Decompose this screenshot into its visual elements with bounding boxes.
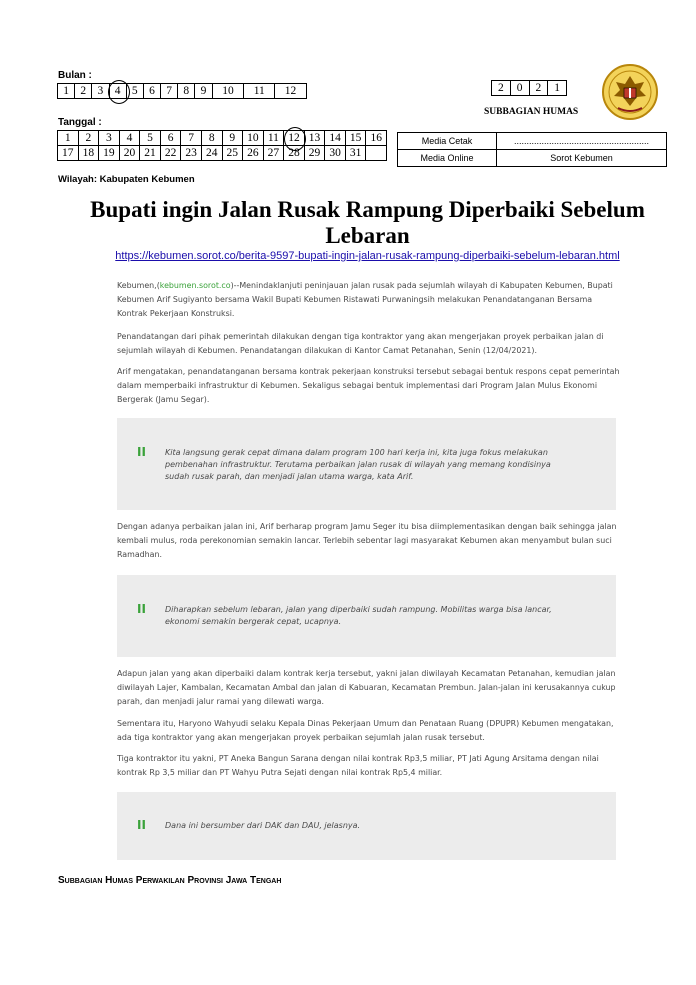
month-cell-8: 8 xyxy=(178,84,195,99)
paragraph-7: Tiga kontraktor itu yakni, PT Aneka Bangun Sarana dengan nilai kontrak Rp3,5 miliar, PT Jati Agung Arsitama dengan nilai kontrak Rp 3,5 miliar dan PT Wahyu Putra Sejati dengan nilai kontrak Rp5,4 miliar. xyxy=(117,754,599,777)
month-cell-11: 11 xyxy=(244,84,275,99)
day-cell-14: 14 xyxy=(325,131,346,146)
year-digit-0: 0 xyxy=(510,81,529,96)
day-cell-29: 29 xyxy=(304,146,325,161)
year-box xyxy=(491,80,567,96)
month-cell-3: 3 xyxy=(92,84,109,99)
paragraph-2: Penandatangan dari pihak pemerintah dilakukan dengan tiga kontraktor yang akan mengerjakan proyek perbaikan jalan di sejumlah wilayah di Kebumen. Penandatangan dilakukan di Kantor Camat Petanahan, Senin (12/04/2021). xyxy=(117,332,604,355)
month-cell-1: 1 xyxy=(58,84,75,99)
paragraph-6-wrap xyxy=(117,717,622,745)
paragraph-5: Adapun jalan yang akan diperbaiki dalam kontrak kerja tersebut, yakni jalan diwilayah Kecamatan Petanahan, kemudian jalan diwilayah Lajer, Kambalan, Kecamatan Ambal dan jalan di Kabuaran, Kecamatan Prembun. Jalan-jalan ini kerusakannya cukup parah, dan menjadi jalur ramai yang dilewati warga. xyxy=(117,669,616,706)
media-table xyxy=(397,132,667,167)
bulan-label: Bulan : xyxy=(58,70,92,81)
day-cell-18: 18 xyxy=(78,146,99,161)
day-cell-25: 25 xyxy=(222,146,243,161)
quote-3-text: Dana ini bersumber dari DAK dan DAU, jelasnya. xyxy=(165,821,361,830)
paragraph-2-wrap xyxy=(117,330,622,358)
article-body xyxy=(117,279,622,321)
paragraph-7-wrap xyxy=(117,752,622,780)
day-cell-19: 19 xyxy=(99,146,120,161)
garuda-emblem-icon xyxy=(600,62,660,122)
day-cell-16: 16 xyxy=(366,131,387,146)
day-cell-9: 9 xyxy=(222,131,243,146)
day-cell-11: 11 xyxy=(263,131,284,146)
article-url-link[interactable]: https://kebumen.sorot.co/berita-9597-bupati-ingin-jalan-rusak-rampung-diperbaiki-sebelum-lebaran.html xyxy=(115,250,620,262)
wilayah-label: Wilayah: Kabupaten Kebumen xyxy=(58,174,195,185)
month-cell-4: 4 xyxy=(109,84,126,99)
article-title: Bupati ingin Jalan Rusak Rampung Diperbaiki Sebelum Lebaran xyxy=(90,197,645,248)
paragraph-4-wrap xyxy=(117,520,622,562)
day-cell-blank xyxy=(366,146,387,161)
day-cell-2: 2 xyxy=(78,131,99,146)
day-cell-28: 28 xyxy=(284,146,305,161)
quote-1-text: Kita langsung gerak cepat dimana dalam program 100 hari kerja ini, kita juga fokus melakukan pembenahan infrastruktur. Terutama perbaikan jalan rusak di wilayah yang memang kondisinya sudah rusak parah, dan menjadi jalan utama warga, kata Arif. xyxy=(165,448,551,481)
media-online-value: Sorot Kebumen xyxy=(497,150,667,167)
footer-org: Subbagian Humas Perwakilan Provinsi Jawa Tengah xyxy=(58,875,282,886)
paragraph-3: Arif mengatakan, penandatanganan bersama kontrak pekerjaan konstruksi tersebut sebagai bentuk respons cepat pemerintah dalam memperbaiki infrastruktur di Kebumen. Sekaligus sebagai bentuk implementasi dari Program Jalan Mulus Ekonomi Bergerak (Jamu Segar). xyxy=(117,367,620,404)
org-name: SUBBAGIAN HUMAS xyxy=(484,107,579,117)
day-cell-6: 6 xyxy=(160,131,181,146)
day-cell-3: 3 xyxy=(99,131,120,146)
quote-block-1 xyxy=(117,418,616,510)
day-cell-26: 26 xyxy=(243,146,264,161)
year-digit-2: 2 xyxy=(529,81,548,96)
month-cell-6: 6 xyxy=(143,84,160,99)
lead-rest: )--Menindaklanjuti peninjauan jalan rusak pada sejumlah wilayah di Kabupaten Kebumen, Bupati Kebumen Arif Sugiyanto bersama Wakil Bupati Kebumen Ristawati Purwaningsih melakukan Penandatanganan Bersama Kontrak Pekerjaan Konstruksi. xyxy=(117,281,613,318)
day-cell-7: 7 xyxy=(181,131,202,146)
month-cell-12: 12 xyxy=(275,84,307,99)
month-cell-10: 10 xyxy=(212,84,244,99)
day-cell-17: 17 xyxy=(58,146,79,161)
day-cell-5: 5 xyxy=(140,131,161,146)
year-digit-1: 1 xyxy=(548,81,567,96)
day-cell-22: 22 xyxy=(160,146,181,161)
day-cell-15: 15 xyxy=(345,131,366,146)
paragraph-3-wrap xyxy=(117,365,622,407)
quote-mark-icon: II xyxy=(137,445,146,459)
day-cell-13: 13 xyxy=(304,131,325,146)
media-cetak-value: ...................................................... xyxy=(497,133,667,150)
day-cell-10: 10 xyxy=(243,131,264,146)
year-digit-2: 2 xyxy=(492,81,511,96)
lead-paragraph xyxy=(117,279,622,321)
month-cell-7: 7 xyxy=(161,84,178,99)
day-cell-24: 24 xyxy=(201,146,222,161)
quote-mark-icon: II xyxy=(137,602,146,616)
source-link[interactable]: kebumen.sorot.co xyxy=(159,281,231,290)
month-cell-2: 2 xyxy=(75,84,92,99)
day-cell-21: 21 xyxy=(140,146,161,161)
media-online-label: Media Online xyxy=(398,150,497,167)
day-cell-20: 20 xyxy=(119,146,140,161)
quote-mark-icon: II xyxy=(137,818,146,832)
day-cell-27: 27 xyxy=(263,146,284,161)
day-cell-1: 1 xyxy=(58,131,79,146)
day-cell-30: 30 xyxy=(325,146,346,161)
day-cell-31: 31 xyxy=(345,146,366,161)
lead-prefix: Kebumen,( xyxy=(117,281,160,290)
month-grid xyxy=(57,83,307,99)
day-cell-12: 12 xyxy=(284,131,305,146)
quote-block-2 xyxy=(117,575,616,657)
quote-2-text: Diharapkan sebelum lebaran, jalan yang diperbaiki sudah rampung. Mobilitas warga bisa lancar, ekonomi semakin bergerak cepat, ucapnya. xyxy=(165,605,552,626)
month-cell-5: 5 xyxy=(126,84,143,99)
month-cell-9: 9 xyxy=(195,84,212,99)
paragraph-5-wrap xyxy=(117,667,622,709)
paragraph-6: Sementara itu, Haryono Wahyudi selaku Kepala Dinas Pekerjaan Umum dan Penataan Ruang (DPUPR) Kebumen mengatakan, ada tiga kontraktor yang akan mengerjakan proyek perbaikan sejumlah jalan rusak tersebut. xyxy=(117,719,614,742)
paragraph-4: Dengan adanya perbaikan jalan ini, Arif berharap program Jamu Seger itu bisa diimplementasikan dengan baik sehingga jalan kembali mulus, roda perekonomian semakin lancar. Terlebih sebentar lagi masyarakat Kebumen akan menyambut bulan suci Ramadhan. xyxy=(117,522,617,559)
day-grid xyxy=(57,130,387,161)
day-cell-8: 8 xyxy=(201,131,222,146)
day-cell-23: 23 xyxy=(181,146,202,161)
tanggal-label: Tanggal : xyxy=(58,117,102,128)
day-cell-4: 4 xyxy=(119,131,140,146)
media-cetak-label: Media Cetak xyxy=(398,133,497,150)
quote-block-3 xyxy=(117,792,616,860)
